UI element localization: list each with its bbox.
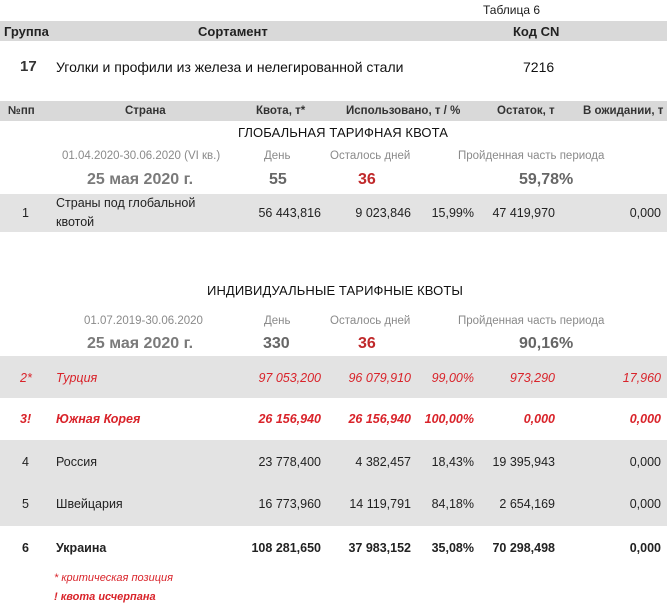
col-quota: Квота, т*: [256, 105, 306, 117]
table-row: [0, 440, 667, 482]
product-name: Уголки и профили из железа и нелегированной стали: [56, 59, 404, 75]
col-pending: В ожидании, т: [583, 105, 664, 117]
global-section-title: ГЛОБАЛЬНАЯ ТАРИФНАЯ КВОТА: [238, 125, 449, 140]
product-group: 17: [20, 58, 37, 75]
global-date: 25 мая 2020 г.: [87, 171, 194, 188]
row-country: Страны под глобальной: [56, 196, 196, 210]
col-used: Использовано, т / %: [346, 105, 461, 117]
row-quota: 56 443,816: [258, 206, 321, 220]
table-row: [0, 356, 667, 398]
product-code: 7216: [523, 59, 555, 75]
row-used-pct: 84,18%: [431, 497, 474, 511]
row-quota: 23 778,400: [258, 455, 321, 469]
row-pending: 0,000: [629, 455, 661, 469]
row-used-t: 96 079,910: [348, 371, 411, 385]
row-remaining: 70 298,498: [492, 541, 555, 555]
row-used-pct: 18,43%: [431, 455, 474, 469]
individual-days-left-label: Осталось дней: [330, 315, 411, 327]
row-quota: 16 773,960: [258, 497, 321, 511]
row-country: Россия: [56, 455, 97, 469]
row-country: Южная Корея: [56, 412, 141, 426]
row-used-pct: 100,00%: [424, 412, 474, 426]
footnote-exhausted: ! квота исчерпана: [54, 591, 156, 603]
row-country: Турция: [56, 371, 98, 385]
footnote-critical: * критическая позиция: [54, 572, 174, 584]
global-day-value: 55: [269, 171, 287, 188]
row-num: 5: [22, 497, 29, 511]
header-cn-code: Код CN: [513, 24, 560, 39]
individual-section-title: ИНДИВИДУАЛЬНЫЕ ТАРИФНЫЕ КВОТЫ: [207, 283, 463, 298]
row-used-t: 4 382,457: [355, 455, 411, 469]
row-pending: 17,960: [622, 371, 661, 385]
row-num: 1: [22, 206, 29, 220]
row-quota: 97 053,200: [258, 371, 321, 385]
columns-header-bar: [0, 101, 667, 121]
global-day-label: День: [264, 150, 291, 162]
row-pending: 0,000: [629, 206, 661, 220]
global-days-left-value: 36: [358, 171, 376, 188]
row-used-t: 14 119,791: [349, 497, 411, 511]
individual-elapsed-value: 90,16%: [519, 335, 574, 352]
row-used-t: 26 156,940: [348, 412, 411, 426]
row-quota: 108 281,650: [251, 541, 321, 555]
row-remaining: 973,290: [509, 371, 555, 385]
row-num: 3!: [20, 412, 32, 426]
individual-elapsed-label: Пройденная часть периода: [458, 315, 605, 327]
col-num: №пп: [8, 105, 35, 117]
row-used-pct: 15,99%: [431, 206, 474, 220]
individual-day-label: День: [264, 315, 291, 327]
row-remaining: 0,000: [523, 412, 555, 426]
row-num: 2*: [20, 371, 32, 385]
individual-day-value: 330: [263, 335, 290, 352]
row-used-t: 37 983,152: [348, 541, 411, 555]
table-caption: Таблица 6: [483, 3, 541, 17]
col-country: Страна: [125, 105, 166, 117]
row-pending: 0,000: [629, 412, 661, 426]
global-elapsed-label: Пройденная часть периода: [458, 150, 605, 162]
row-country: Швейцария: [56, 497, 123, 511]
row-country-line2: квотой: [56, 215, 95, 229]
row-used-pct: 99,00%: [431, 371, 474, 385]
individual-date: 25 мая 2020 г.: [87, 335, 194, 352]
global-elapsed-value: 59,78%: [519, 171, 574, 188]
individual-days-left-value: 36: [358, 335, 376, 352]
col-remaining: Остаток, т: [497, 105, 555, 117]
row-remaining: 19 395,943: [492, 455, 555, 469]
row-quota: 26 156,940: [258, 412, 321, 426]
row-num: 6: [22, 541, 29, 555]
row-num: 4: [22, 455, 29, 469]
header-group: Группа: [4, 24, 49, 39]
row-remaining: 2 654,169: [499, 497, 555, 511]
row-remaining: 47 419,970: [492, 206, 555, 220]
row-used-t: 9 023,846: [355, 206, 411, 220]
row-used-pct: 35,08%: [431, 541, 474, 555]
row-country: Украина: [56, 541, 107, 555]
header-assortment: Сортамент: [198, 24, 268, 39]
individual-period: 01.07.2019-30.06.2020: [84, 315, 203, 327]
row-pending: 0,000: [629, 541, 661, 555]
row-pending: 0,000: [629, 497, 661, 511]
global-days-left-label: Осталось дней: [330, 150, 411, 162]
table-header-bar: [0, 21, 667, 41]
global-period: 01.04.2020-30.06.2020 (VI кв.): [62, 150, 221, 162]
